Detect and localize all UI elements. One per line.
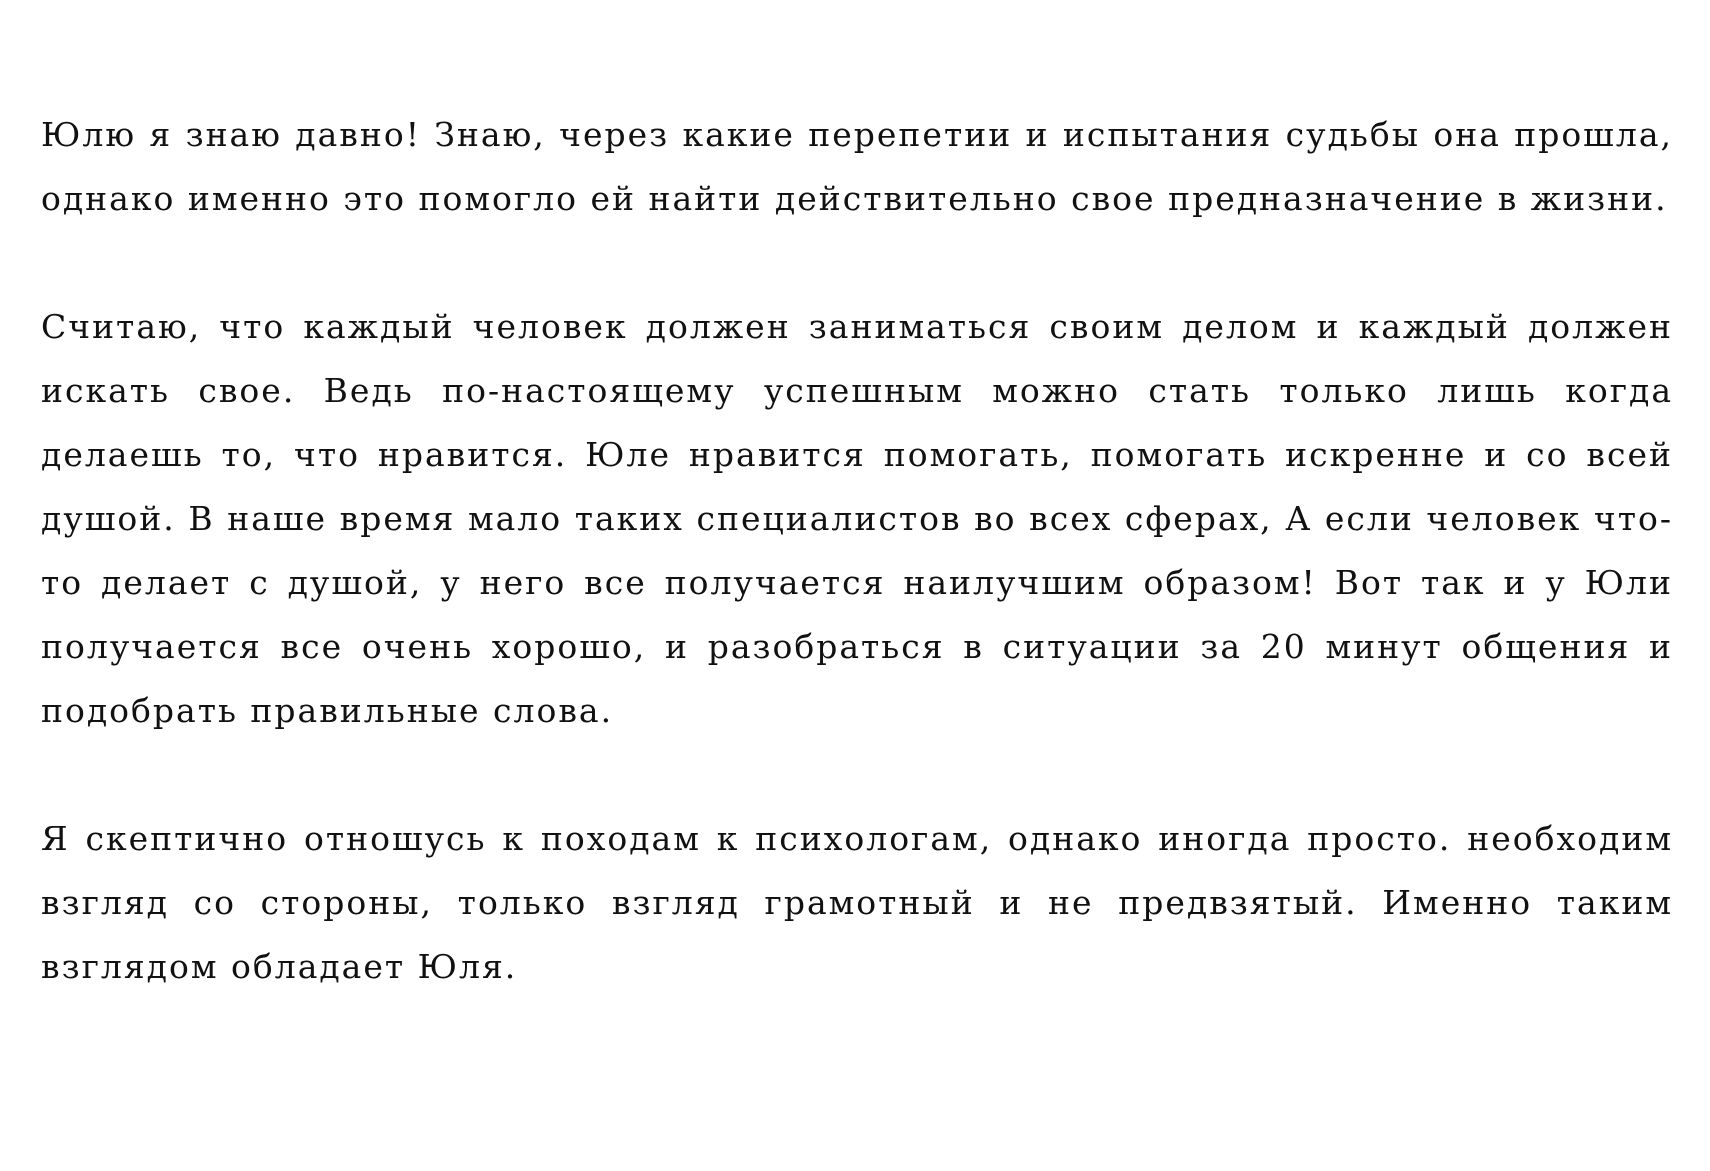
paragraph-1: Юлю я знаю давно! Знаю, через какие перепетии и испытания судьбы она прошла, однако именно это помогло ей найти действительно свое предназначение в жизни. [41,115,1673,218]
paragraph-2: Считаю, что каждый человек должен заниматься своим делом и каждый должен искать свое. Ведь по-настоящему успешным можно стать только лишь когда делаешь то, что нравится. Юле нравится помогать, помогать искренне и со всей душой. В наше время мало таких специалистов во всех сферах, А если человек что-то делает с душой, у него все получается наилучшим образом! Вот так и у Юли получается все очень хорошо, и разобраться в ситуации за 20 минут общения и подобрать правильные слова. [41,307,1673,730]
paragraph-3: Я скептично отношусь к походам к психологам, однако иногда просто. необходим взгляд со стороны, только взгляд грамотный и не предвзятый. Именно таким взглядом обладает Юля. [41,819,1673,986]
testimonial-text [41,103,1673,1063]
